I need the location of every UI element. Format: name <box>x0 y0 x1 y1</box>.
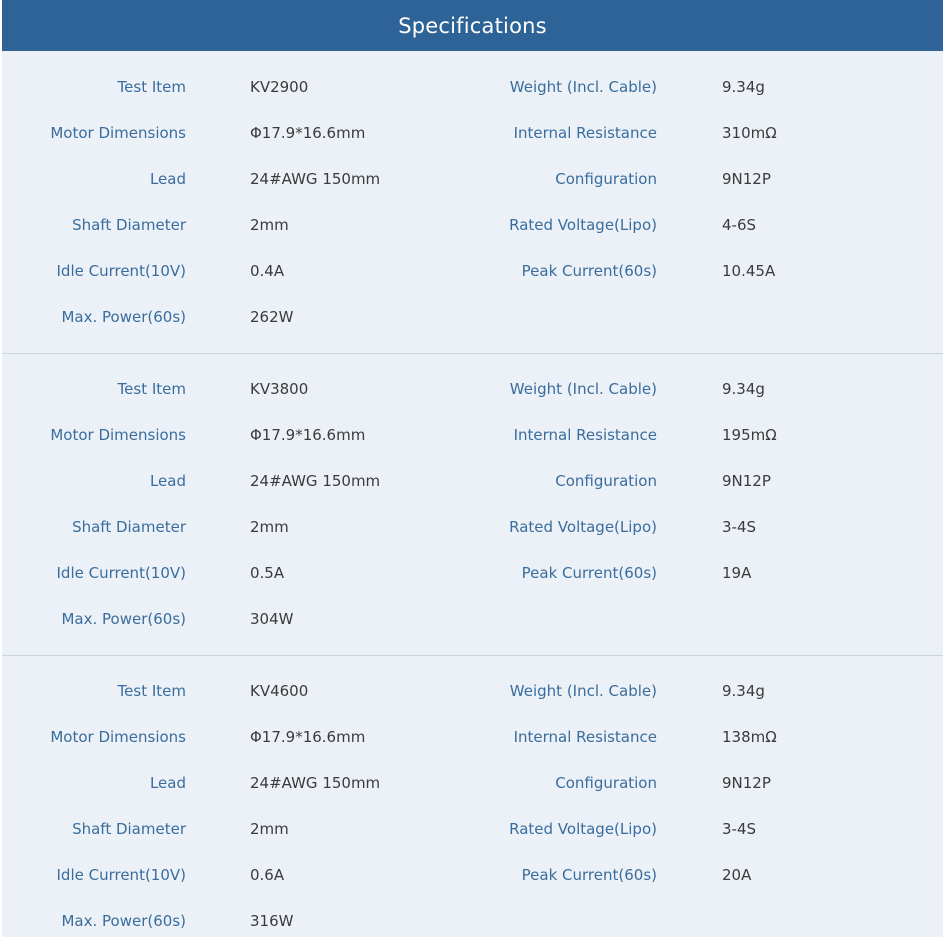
spec-label: Shaft Diameter <box>72 820 186 838</box>
spec-value: 316W <box>250 912 294 930</box>
spec-value: Φ17.9*16.6mm <box>250 728 366 746</box>
spec-label: Motor Dimensions <box>50 124 186 142</box>
spec-label: Idle Current(10V) <box>56 564 186 582</box>
table-row <box>2 760 943 806</box>
spec-label: Internal Resistance <box>513 124 657 142</box>
table-row <box>2 156 943 202</box>
spec-label: Configuration <box>555 774 657 792</box>
spec-header <box>2 0 943 51</box>
spec-value: 0.6A <box>250 866 285 884</box>
spec-label: Max. Power(60s) <box>61 610 186 628</box>
table-row <box>2 504 943 550</box>
spec-value: 138mΩ <box>722 728 777 746</box>
spec-label: Peak Current(60s) <box>521 262 657 280</box>
spec-value: 20A <box>722 866 752 884</box>
table-row <box>2 412 943 458</box>
table-row <box>2 458 943 504</box>
spec-label: Peak Current(60s) <box>521 564 657 582</box>
spec-value: 24#AWG 150mm <box>250 170 381 188</box>
table-row <box>2 366 943 412</box>
spec-table <box>2 0 943 937</box>
spec-label: Lead <box>149 170 186 188</box>
spec-label: Weight (Incl. Cable) <box>509 78 657 96</box>
spec-value: 0.5A <box>250 564 285 582</box>
spec-value: Φ17.9*16.6mm <box>250 124 366 142</box>
spec-label: Lead <box>149 472 186 490</box>
table-row <box>2 294 943 340</box>
table-row <box>2 110 943 156</box>
spec-label: Rated Voltage(Lipo) <box>509 820 657 838</box>
spec-value: 9N12P <box>722 472 771 490</box>
spec-value: 9.34g <box>722 78 765 96</box>
spec-value: 3-4S <box>722 820 757 838</box>
table-row <box>2 64 943 110</box>
spec-value: KV3800 <box>250 380 309 398</box>
spec-label: Motor Dimensions <box>50 728 186 746</box>
spec-value: 9.34g <box>722 682 765 700</box>
spec-value: 9N12P <box>722 170 771 188</box>
spec-label: Max. Power(60s) <box>61 912 186 930</box>
table-row <box>2 596 943 642</box>
table-row <box>2 668 943 714</box>
spec-value: 304W <box>250 610 294 628</box>
spec-value: 19A <box>722 564 752 582</box>
spec-label: Configuration <box>555 170 657 188</box>
table-row <box>2 202 943 248</box>
spec-value: 2mm <box>250 216 289 234</box>
spec-label: Internal Resistance <box>513 426 657 444</box>
spec-label: Motor Dimensions <box>50 426 186 444</box>
spec-value: KV4600 <box>250 682 309 700</box>
spec-label: Internal Resistance <box>513 728 657 746</box>
spec-value: 10.45A <box>722 262 776 280</box>
spec-label: Test Item <box>117 78 186 96</box>
spec-label: Idle Current(10V) <box>56 866 186 884</box>
spec-value: 24#AWG 150mm <box>250 472 381 490</box>
spec-label: Rated Voltage(Lipo) <box>509 518 657 536</box>
spec-label: Shaft Diameter <box>72 216 186 234</box>
spec-label: Shaft Diameter <box>72 518 186 536</box>
spec-value: 310mΩ <box>722 124 777 142</box>
spec-value: KV2900 <box>250 78 309 96</box>
spec-value: 195mΩ <box>722 426 777 444</box>
table-row <box>2 898 943 944</box>
table-row <box>2 852 943 898</box>
spec-value: 262W <box>250 308 294 326</box>
spec-label: Idle Current(10V) <box>56 262 186 280</box>
spec-value: 9N12P <box>722 774 771 792</box>
spec-value: 24#AWG 150mm <box>250 774 381 792</box>
table-row <box>2 248 943 294</box>
spec-label: Lead <box>149 774 186 792</box>
spec-label: Peak Current(60s) <box>521 866 657 884</box>
spec-label: Weight (Incl. Cable) <box>509 682 657 700</box>
spec-label: Rated Voltage(Lipo) <box>509 216 657 234</box>
spec-label: Weight (Incl. Cable) <box>509 380 657 398</box>
spec-value: 4-6S <box>722 216 757 234</box>
spec-label: Max. Power(60s) <box>61 308 186 326</box>
section-divider <box>2 655 943 656</box>
spec-label: Test Item <box>117 682 186 700</box>
spec-value: 2mm <box>250 820 289 838</box>
spec-value: 9.34g <box>722 380 765 398</box>
spec-value: 3-4S <box>722 518 757 536</box>
spec-value: 2mm <box>250 518 289 536</box>
section-divider <box>2 353 943 354</box>
table-row <box>2 714 943 760</box>
spec-label: Test Item <box>117 380 186 398</box>
spec-label: Configuration <box>555 472 657 490</box>
spec-value: Φ17.9*16.6mm <box>250 426 366 444</box>
page-title: Specifications <box>398 13 547 38</box>
table-row <box>2 806 943 852</box>
spec-value: 0.4A <box>250 262 285 280</box>
table-row <box>2 550 943 596</box>
